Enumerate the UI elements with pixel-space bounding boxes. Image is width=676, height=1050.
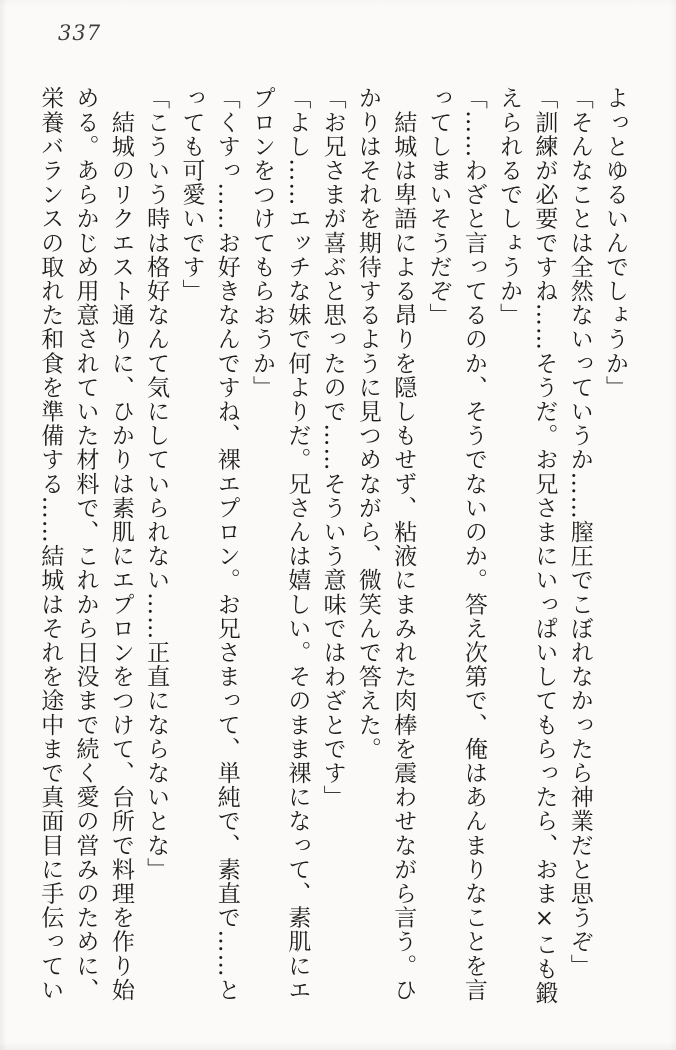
text-line: プロンをつけてもらおうか」 (249, 86, 276, 400)
text-line: 「よし……エッチな妹で何よりだ。兄さんは嬉しい。そのまま裸になって、素肌にエ (284, 86, 311, 1002)
text-line: 「お兄さまが喜ぶと思ったので……そういう意味ではわざとです」 (319, 86, 346, 809)
text-line: 「……わざと言ってるのか、そうでないのか。答え次第で、俺はあんまりなことを言 (460, 86, 487, 1002)
text-line: 「こういう時は格好なんて気にしていられない……正直にならないとな」 (143, 86, 170, 882)
text-line: 結城は卑語による昂りを隠しもせず、粘液にまみれた肉棒を震わせながら言う。ひ (390, 86, 417, 1002)
text-line: えられるでしょうか」 (496, 86, 523, 327)
text-line: 栄養バランスの取れた和食を準備する……結城はそれを途中まで真面目に手伝ってい (37, 86, 64, 1002)
text-line: 「そんなことは全然ないっていうか……膣圧でこぼれなかったら神業だと思うぞ」 (566, 86, 593, 978)
text-line: っても可愛いです」 (178, 86, 205, 303)
text-line: 「訓練が必要ですね……そうだ。お兄さまにいっぱいしてもらったら、おま×こも鍛 (531, 86, 558, 1005)
text-line: よっとゆるいんでしょうか」 (602, 86, 628, 400)
text-line: ってしまいそうだぞ」 (425, 86, 452, 327)
text-line: 「くすっ……お好きなんですね、裸エプロン。お兄さまって、単純で、素直で……と (213, 86, 240, 1002)
page-number: 337 (58, 21, 102, 45)
page-text (30, 86, 632, 1024)
text-line: 結城のリクエスト通りに、ひかりは素肌にエプロンをつけて、台所で料理を作り始 (107, 86, 134, 1002)
text-line: かりはそれを期待するように見つめながら、微笑んで答えた。 (354, 86, 381, 761)
text-line: める。あらかじめ用意されていた材料で、これから日没まで続く愛の営みのために、 (72, 86, 99, 1002)
